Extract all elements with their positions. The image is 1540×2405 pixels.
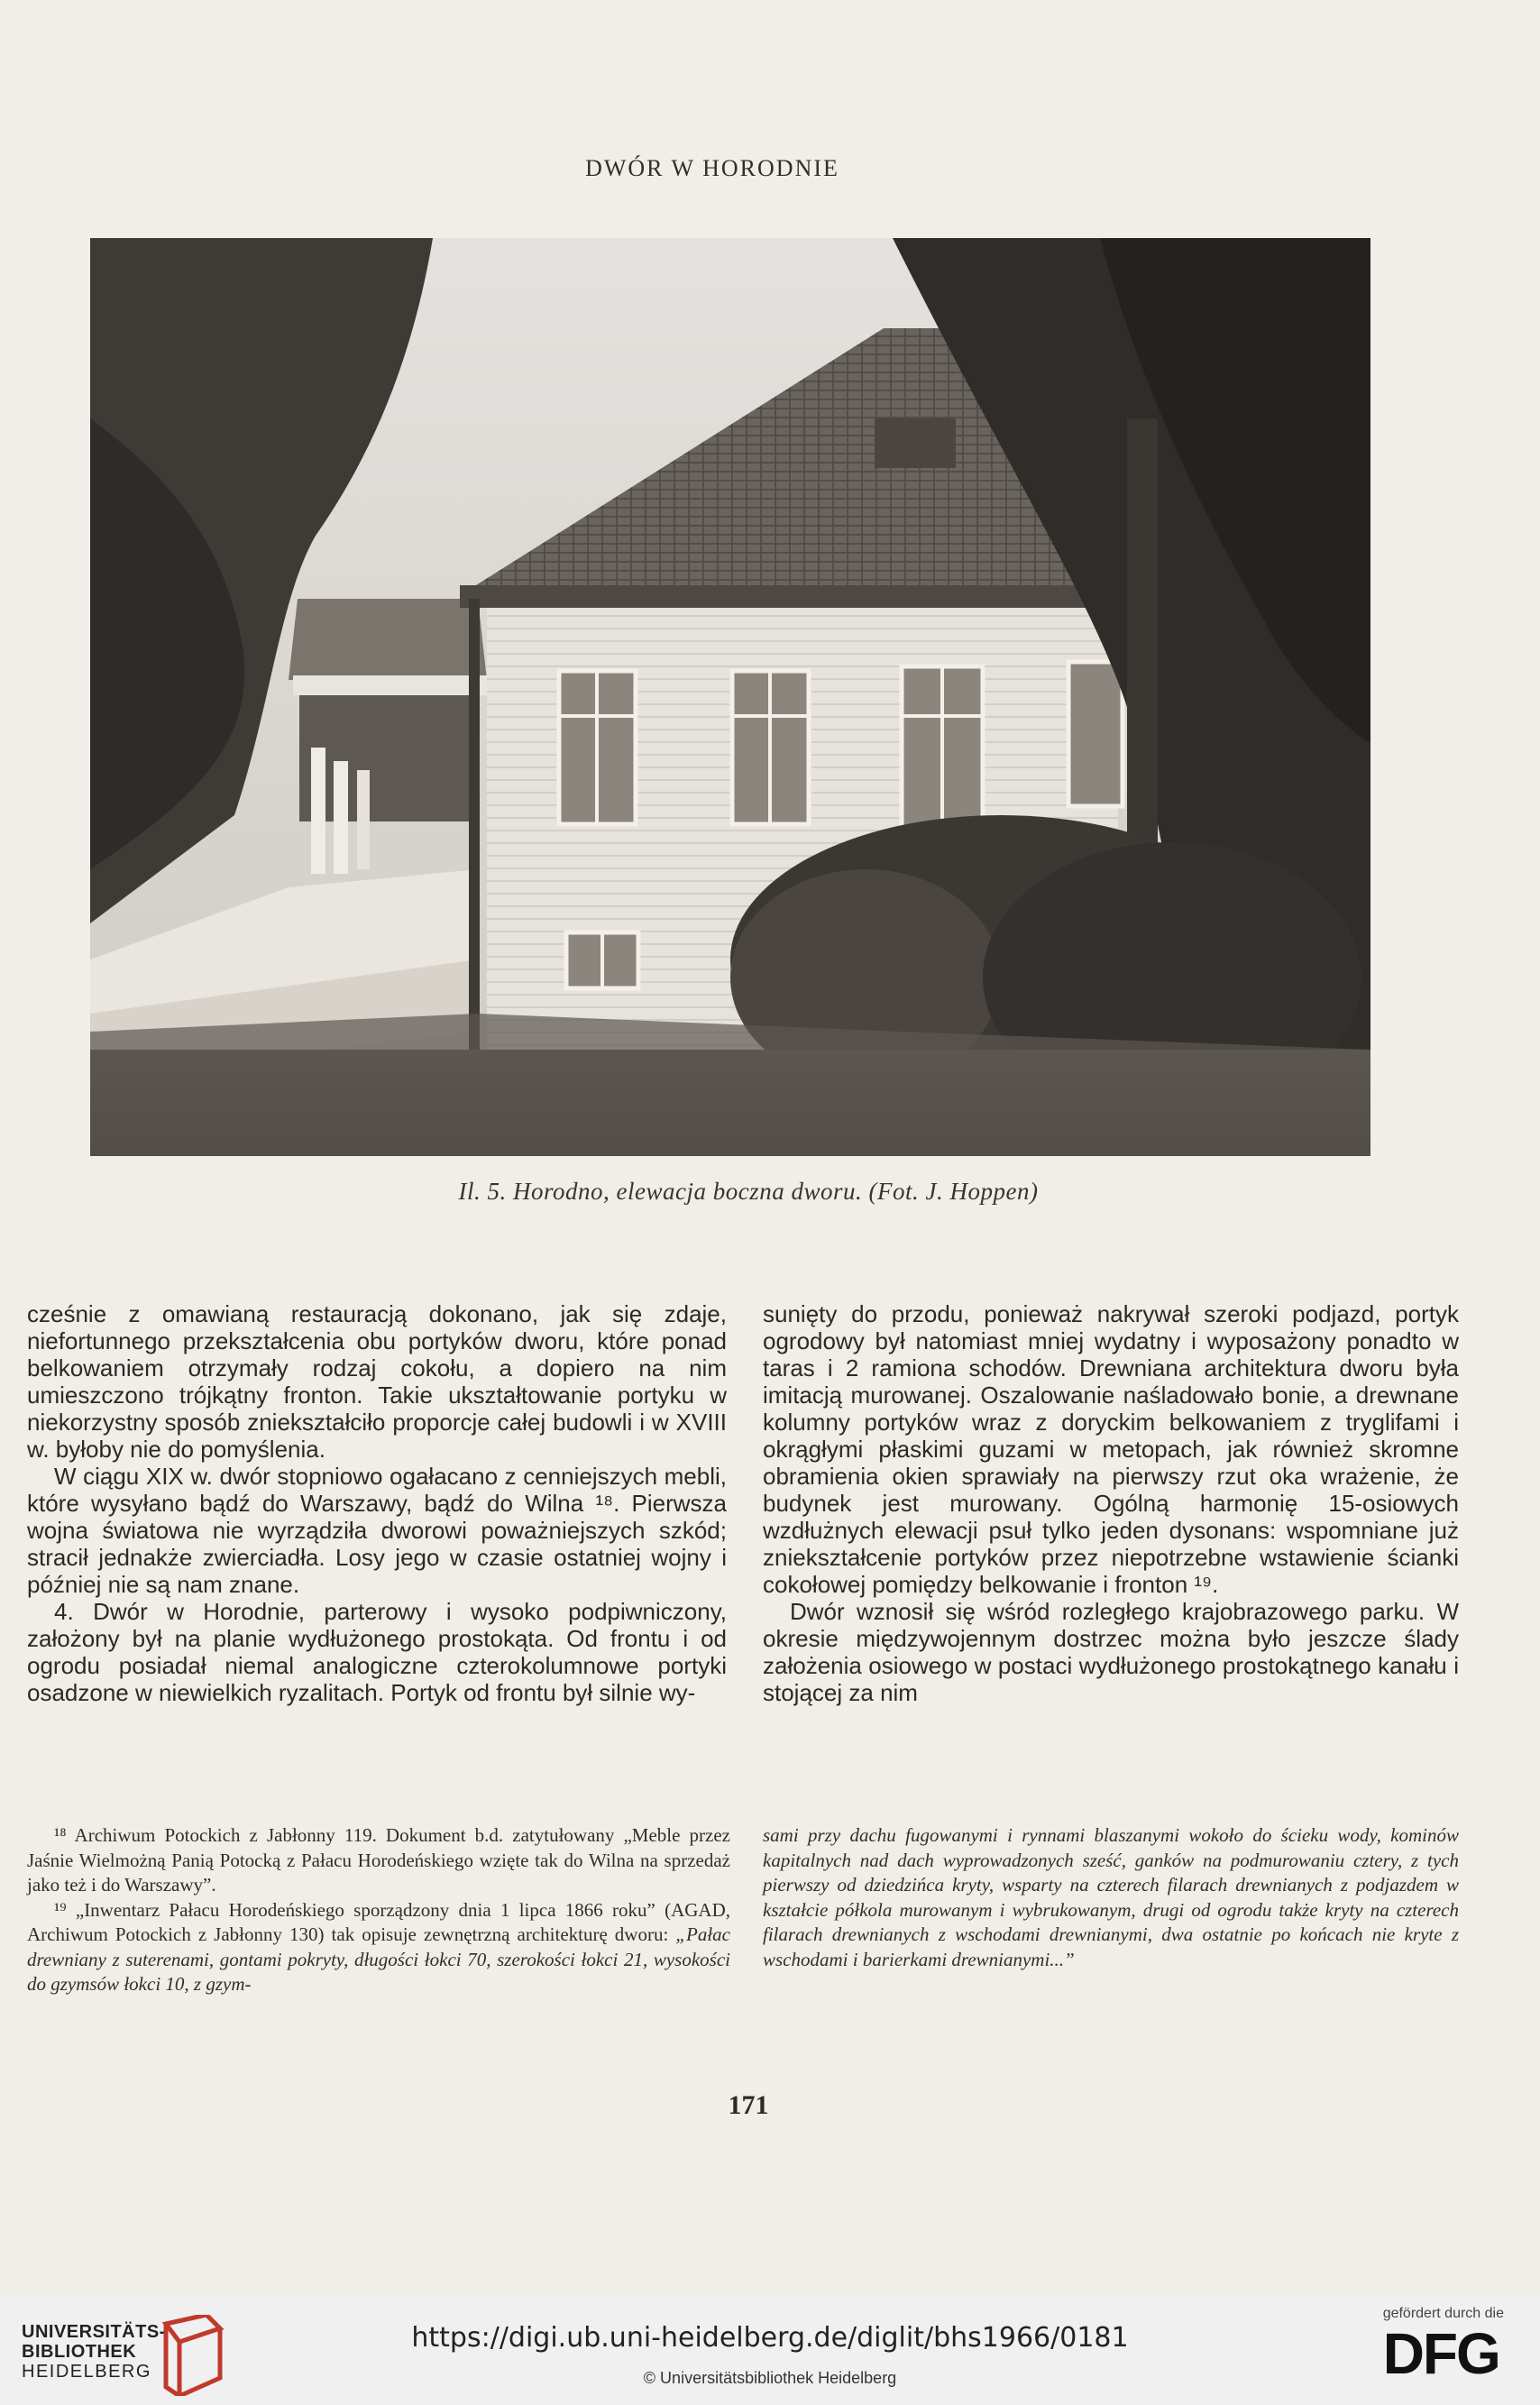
paragraph: 4. Dwór w Horodnie, parterowy i wysoko podpiwniczony, założony był na planie wydłużonego prostokąta. Od frontu i od ogrodu posiadał niemal analogiczne czterokolumnowe portyki osadzone w niewielkich ryzalitach. Portyk od frontu był silnie wy- — [27, 1598, 727, 1706]
footnote-19 — [27, 1898, 730, 1997]
photo-manor-side-elevation — [90, 238, 1370, 1156]
dfg-logo[interactable] — [1383, 2306, 1504, 2385]
viewer-footer — [0, 2295, 1540, 2405]
manor-photograph — [90, 238, 1370, 1156]
dfg-wordmark: DFG — [1382, 2321, 1499, 2386]
paragraph: sunięty do przodu, ponieważ nakrywał szeroki podjazd, portyk ogrodowy był natomiast mniej wydatny i wyposażony ponadto w taras i 2 ramiona schodów. Drewniana architektura dworu była imitacją murowanej. Oszalowanie naśladowało bonie, a drewnane kolumny portyków wraz z doryckim belkowaniem z tryglifami i okrągłymi płaskimi guzami w metopach, jak również skromne obramienia okien sprawiały na pierwszy rzut oka wrażenie, że budynek jest murowany. Ogólną harmonię 15-osiowych wzdłużnych elewacji psuł tylko jeden dysonans: wspomniane już zniekształcenie portyków przez niepotrzebne wstawienie ścianki cokołowej pomiędzy belkowanie i fronton ¹⁹. — [763, 1300, 1459, 1598]
copyright-notice: © Universitätsbibliothek Heidelberg — [643, 2369, 897, 2387]
footnote-18: ¹⁸ Archiwum Potockich z Jabłonny 119. Dokument b.d. zatytułowany „Meble przez Jaśnie Wielmożną Panią Potocką z Pałacu Horodeńskiego wzięte tak do Wilna na sprzedaż jako też i do Warszawy”. — [27, 1824, 730, 1896]
permalink-url[interactable]: https://digi.ub.uni-heidelberg.de/diglit/bhs1966/0181 — [411, 2322, 1129, 2354]
body-text-right-column — [763, 1300, 1459, 1706]
paragraph: cześnie z omawianą restauracją dokonano, jak się zdaje, niefortunnego przekształcenia obu portyków dworu, które ponad belkowaniem otrzymały rodzaj cokołu, a dopiero na nim umieszczono trójkątny fronton. Takie ukształtowanie portyku w niekorzystny sposób zniekształciło proporcje całej budowli i w XVIII w. byłoby nie do pomyślenia. — [27, 1300, 727, 1463]
running-head: DWÓR W HORODNIE — [585, 155, 839, 181]
page-number: 171 — [728, 2090, 769, 2120]
footnotes-right — [763, 1823, 1459, 1972]
footnote-19-quote: „Pałac drewniany z suterenami, gontami pokryty, długości łokci 70, szerokości łokci 21, wysokości do gzymsów łokci 10, z gzym- — [27, 1923, 730, 1995]
figure-caption: Il. 5. Horodno, elewacja boczna dworu. (Fot. J. Hoppen) — [458, 1178, 1039, 1205]
paragraph: Dwór wznosił się wśród rozległego krajobrazowego parku. W okresie międzywojennym dostrzec można było jeszcze ślady założenia osiowego w postaci wydłużonego prostokątnego kanału i stojącej za nim — [763, 1598, 1459, 1706]
body-text-left-column — [27, 1300, 727, 1706]
footnote-19-continuation: sami przy dachu fugowanymi i rynnami blaszanymi wokoło do ścieku wody, kominów kapitalnych nad dach wyprowadzonych sześć, ganków na podmurowaniu cztery, z tych pierwszy od dziedzińca kryty, wsparty na czterech filarach drewnianych z podjazdem w kształcie półkola murowanym i wybrukowanym, drugi od ogrodu także kryty na czterech filarach drewnianych z wschodami drewnianymi, dwa ostatnie po końcach nie kryte z wschodami i barierkami drewnianymi...” — [763, 1824, 1459, 1970]
paragraph: W ciągu XIX w. dwór stopniowo ogałacano z cenniejszych mebli, które wysyłano bądź do Warszawy, bądź do Wilna ¹⁸. Pierwsza wojna światowa nie wyrządziła dworowi poważniejszych szkód; stracił jednakże zwierciadła. Losy jego w czasie ostatniej wojny i później nie są nam znane. — [27, 1463, 727, 1598]
footnotes-left — [27, 1823, 730, 1997]
library-name-line3: HEIDELBERG — [22, 2362, 151, 2382]
footnote-19-text: ¹⁹ „Inwentarz Pałacu Horodeńskiego sporządzony dnia 1 lipca 1866 roku” (AGAD, Archiwum Potockich z Jabłonny 130) tak opisuje zewnętrzną architekturę dworu: — [27, 1898, 730, 1945]
library-name-line2: BIBLIOTHEK — [22, 2342, 137, 2362]
library-name-line1: UNIVERSITÄTS- — [22, 2322, 166, 2342]
dfg-tagline: gefördert durch die — [1382, 2306, 1504, 2321]
